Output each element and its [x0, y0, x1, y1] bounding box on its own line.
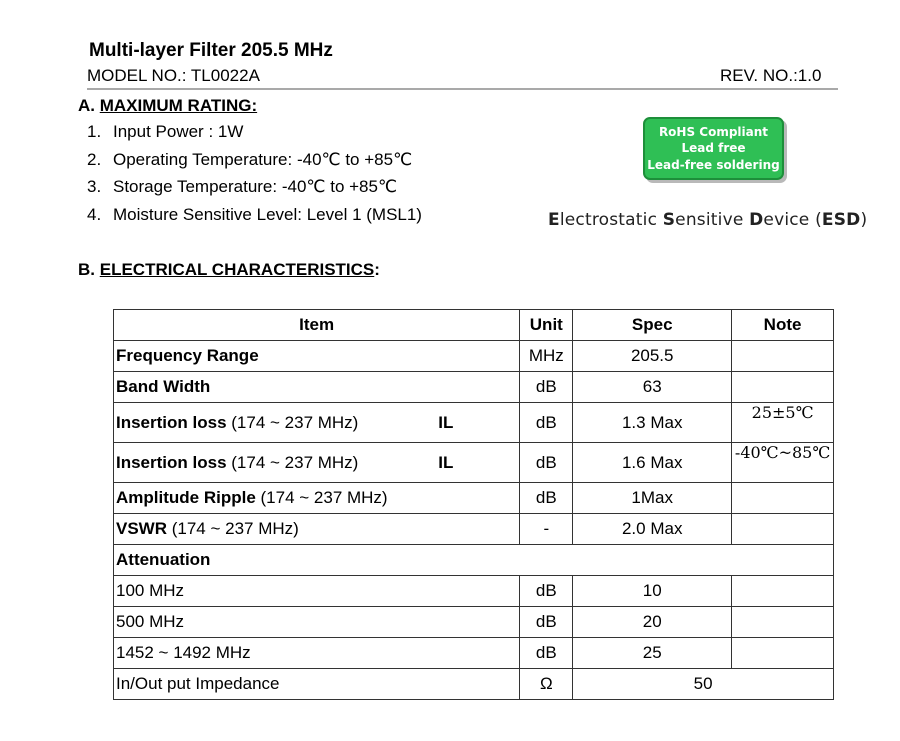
table-header-row — [114, 310, 834, 341]
table-row — [114, 403, 834, 443]
row-unit: dB — [520, 443, 573, 483]
row-spec: 63 — [573, 372, 732, 403]
header-divider — [87, 88, 838, 90]
header-note: Note — [732, 310, 834, 341]
electrical-characteristics-table — [113, 309, 834, 700]
row-note — [732, 638, 834, 669]
row-unit: - — [520, 514, 573, 545]
row-note — [732, 341, 834, 372]
list-item — [87, 150, 422, 178]
section-a-title: MAXIMUM RATING: — [99, 96, 258, 115]
row-spec: 1.6 Max — [573, 443, 732, 483]
header-item: Item — [114, 310, 520, 341]
list-item — [87, 177, 422, 205]
list-item-number: 1. — [87, 122, 102, 141]
section-a-heading — [78, 96, 257, 116]
list-item-number: 4. — [87, 204, 102, 224]
table-row — [114, 341, 834, 372]
section-b-prefix: B. — [78, 260, 100, 279]
table-row — [114, 545, 834, 576]
row-note: -40℃~85℃ — [732, 443, 834, 483]
table-row — [114, 607, 834, 638]
row-item: 1452 ~ 1492 MHz — [114, 638, 520, 669]
row-spec: 50 — [573, 669, 834, 700]
row-item: In/Out put Impedance — [114, 669, 520, 700]
row-unit: dB — [520, 638, 573, 669]
row-item: 500 MHz — [114, 607, 520, 638]
section-b-title: ELECTRICAL CHARACTERISTICS — [99, 260, 375, 279]
row-note: 25±5℃ — [732, 403, 834, 443]
row-unit: dB — [520, 576, 573, 607]
row-note — [732, 483, 834, 514]
row-spec: 25 — [573, 638, 732, 669]
list-item — [87, 205, 422, 233]
row-item: IL Insertion loss (174 ~ 237 MHz) — [114, 403, 520, 443]
row-item: IL Insertion loss (174 ~ 237 MHz) — [114, 443, 520, 483]
row-item: 100 MHz — [114, 576, 520, 607]
row-item: VSWR (174 ~ 237 MHz) — [114, 514, 520, 545]
section-b-suffix: : — [374, 260, 380, 279]
row-unit: MHz — [520, 341, 573, 372]
row-note — [732, 372, 834, 403]
table-row — [114, 443, 834, 483]
row-item: Band Width — [114, 372, 520, 403]
list-item-text: Input Power : 1W — [113, 122, 244, 141]
table-row — [114, 514, 834, 545]
section-b-heading — [78, 260, 380, 280]
row-unit: dB — [520, 372, 573, 403]
header-spec: Spec — [573, 310, 732, 341]
rohs-line-1: RoHS Compliant — [658, 124, 769, 139]
list-item-number: 2. — [87, 149, 102, 169]
table-row — [114, 669, 834, 700]
row-unit: Ω — [520, 669, 573, 700]
list-item-text: Storage Temperature: -40℃ to +85℃ — [113, 177, 398, 196]
model-number: MODEL NO.: TL0022A — [87, 66, 260, 85]
header-unit: Unit — [520, 310, 573, 341]
section-a-prefix: A. — [78, 96, 100, 115]
table-row — [114, 372, 834, 403]
table-row — [114, 638, 834, 669]
row-item: Amplitude Ripple (174 ~ 237 MHz) — [114, 483, 520, 514]
row-spec: 1.3 Max — [573, 403, 732, 443]
row-note — [732, 514, 834, 545]
row-note — [732, 576, 834, 607]
row-item: Frequency Range — [114, 341, 520, 372]
rohs-line-3: Lead-free soldering — [647, 157, 780, 172]
list-item — [87, 122, 422, 150]
list-item-number: 3. — [87, 177, 102, 196]
row-spec: 20 — [573, 607, 732, 638]
row-note — [732, 607, 834, 638]
row-spec: 2.0 Max — [573, 514, 732, 545]
row-unit: dB — [520, 403, 573, 443]
row-unit: dB — [520, 607, 573, 638]
attenuation-heading: Attenuation — [114, 545, 834, 576]
row-spec: 205.5 — [573, 341, 732, 372]
rohs-compliant-badge — [643, 117, 784, 180]
list-item-text: Moisture Sensitive Level: Level 1 (MSL1) — [113, 204, 422, 224]
maximum-rating-list — [87, 122, 422, 232]
document-title: Multi-layer Filter 205.5 MHz — [89, 40, 333, 61]
row-spec: 1Max — [573, 483, 732, 514]
rohs-line-2: Lead free — [681, 141, 746, 156]
table-row — [114, 576, 834, 607]
row-spec: 10 — [573, 576, 732, 607]
revision-number: REV. NO.:1.0 — [720, 66, 822, 85]
table-row — [114, 483, 834, 514]
row-unit: dB — [520, 483, 573, 514]
list-item-text: Operating Temperature: -40℃ to +85℃ — [113, 149, 413, 169]
esd-label: Electrostatic Sensitive Device (ESD) — [548, 210, 868, 230]
